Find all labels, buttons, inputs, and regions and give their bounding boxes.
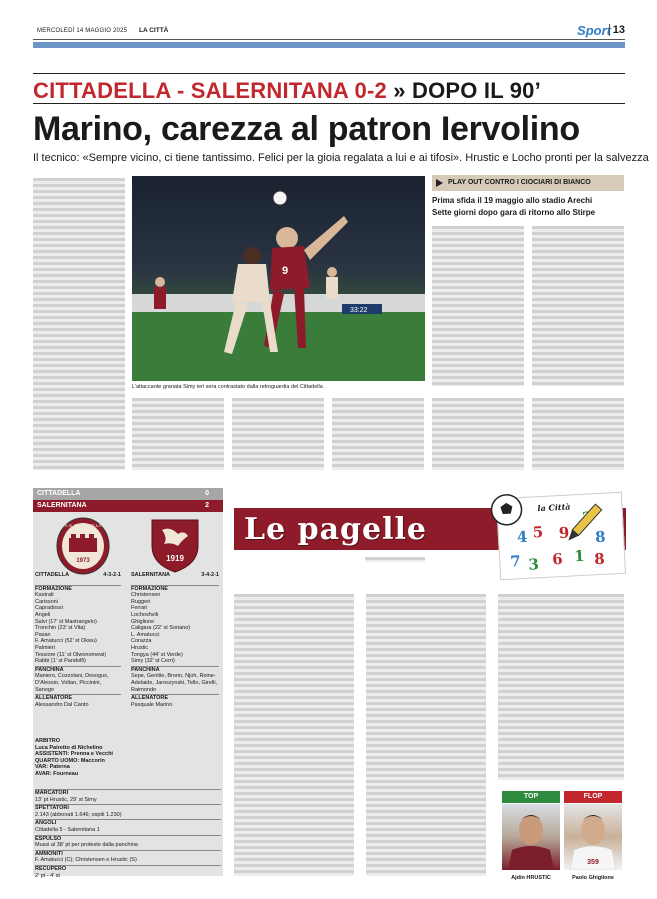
issue-date: MERCOLEDÌ 14 MAGGIO 2025 bbox=[37, 28, 128, 34]
cittadella-player: Carissoni bbox=[35, 598, 58, 605]
stat-label: AMMONITI bbox=[35, 850, 221, 858]
cittadella-player: Pasan bbox=[35, 631, 51, 638]
grades-column-1 bbox=[234, 594, 354, 876]
salernitana-player: Ghiglione bbox=[131, 618, 155, 625]
cittadella-crest-icon bbox=[55, 516, 111, 576]
salernitana-crest-icon bbox=[148, 516, 202, 574]
home-score: 0 bbox=[205, 490, 209, 497]
salernitana-player: Christensen bbox=[131, 592, 161, 599]
sidebox-headline bbox=[432, 195, 595, 219]
article-column-4 bbox=[332, 398, 424, 470]
grades-column-2 bbox=[366, 594, 486, 876]
grades-column-3 bbox=[498, 594, 624, 780]
article-column-2 bbox=[132, 398, 224, 470]
sidebox-label-text: PLAY OUT CONTRO I CIOCIARI DI BIANCO bbox=[448, 179, 591, 186]
match-kicker bbox=[33, 78, 541, 104]
salernitana-formation: 3-4-2-1 bbox=[201, 572, 219, 578]
top-player-avatar-icon bbox=[502, 804, 560, 870]
cittadella-allenatore: Alessandro Dal Canto bbox=[35, 701, 89, 708]
side-column-1 bbox=[432, 226, 524, 386]
side-column-4 bbox=[532, 398, 624, 470]
grade-number: 1 bbox=[573, 546, 585, 566]
stadium-clock: 33:22 bbox=[350, 307, 368, 314]
grade-number: 9 bbox=[558, 523, 570, 543]
top-label: TOP bbox=[502, 791, 560, 803]
grade-number: 6 bbox=[551, 549, 564, 569]
salernitana-player: Hrustic bbox=[131, 644, 149, 651]
top-player-name: Ajdin HRUSTIC bbox=[511, 875, 551, 881]
official-line: AVAR: Fourneau bbox=[35, 770, 79, 777]
masthead-band bbox=[33, 42, 625, 48]
stats-block bbox=[35, 788, 221, 879]
salernitana-player: Corazza bbox=[131, 638, 152, 645]
score-row-home bbox=[33, 488, 223, 500]
pagelle-byline bbox=[365, 557, 425, 562]
cittadella-player: Capradossi bbox=[35, 605, 63, 612]
salernitana-lineup bbox=[131, 572, 219, 708]
flop-player-avatar-icon bbox=[564, 804, 622, 870]
cittadella-player: Tronchin (23’ st Vita) bbox=[35, 625, 86, 632]
stat-label: RECUPERO bbox=[35, 865, 221, 873]
cittadella-formazione-label: FORMAZIONE bbox=[35, 585, 121, 593]
shirt-number: 9 bbox=[282, 265, 289, 277]
salernitana-player: Lochoshvili bbox=[131, 611, 159, 618]
salernitana-allenatore-label: ALLENATORE bbox=[131, 694, 219, 702]
cittadella-player: Rabbi (1’ st Pandolfi) bbox=[35, 658, 86, 665]
stat-value: Cittadella 5 - Salernitana 1 bbox=[35, 826, 100, 833]
cittadella-lineup bbox=[35, 572, 121, 708]
cittadella-crest-year: 1973 bbox=[76, 558, 90, 564]
flop-player-name: Paolo Ghiglione bbox=[572, 875, 614, 881]
page-masthead bbox=[33, 22, 625, 40]
page-number: 13 bbox=[609, 24, 625, 36]
stat-label: ESPULSO bbox=[35, 835, 221, 843]
grade-number: 4 bbox=[516, 527, 528, 547]
cittadella-player: Palmieri bbox=[35, 644, 55, 651]
official-line: Luca Pairetto di Nichelino bbox=[35, 744, 103, 751]
official-line: QUARTO UOMO: Maccorin bbox=[35, 757, 105, 764]
cittadella-player: Tessiore (11’ st Olwonomewi) bbox=[35, 651, 107, 658]
kicker-tag: » DOPO IL 90’ bbox=[386, 78, 541, 103]
flop-shirt-number: 359 bbox=[587, 859, 599, 866]
football-icon bbox=[489, 492, 525, 528]
cittadella-name: CITTADELLA bbox=[35, 572, 70, 578]
sidebox-label bbox=[432, 175, 624, 191]
paper-name: LA CITTÀ bbox=[139, 27, 169, 34]
section-name: Sport bbox=[577, 23, 611, 38]
grade-number: 7 bbox=[509, 552, 522, 571]
cittadella-player: Angeli bbox=[35, 611, 51, 618]
grade-number: 8 bbox=[593, 549, 606, 569]
flop-player-photo bbox=[564, 804, 622, 870]
main-headline: Marino, carezza al patron Iervolino bbox=[33, 110, 580, 148]
kicker-rule-top bbox=[33, 73, 625, 74]
match-photo bbox=[132, 176, 425, 381]
salernitana-formazione-label: FORMAZIONE bbox=[131, 585, 219, 593]
salernitana-player: L. Amatucci bbox=[131, 631, 160, 638]
away-team: SALERNITANA bbox=[37, 502, 87, 509]
grades-board-icon bbox=[496, 492, 626, 580]
sidebox-line-2: Sette giorni dopo gara di ritorno allo Stirpe bbox=[432, 208, 596, 217]
stat-value: Mussi al 38’ pt per proteste dalla panchina bbox=[35, 842, 138, 849]
stat-label: SPETTATORI bbox=[35, 804, 221, 812]
stat-value: F. Amatucci (C); Christensen e Hrustic (S) bbox=[35, 857, 137, 864]
officials-block bbox=[35, 738, 221, 778]
salernitana-player: Simy (32’ st Cerri) bbox=[131, 658, 175, 665]
salernitana-player: Ruggeri bbox=[131, 598, 151, 605]
kicker-rule-bottom bbox=[33, 103, 625, 104]
official-line: VAR: Paterna bbox=[35, 764, 70, 771]
official-line: ARBITRO bbox=[35, 738, 61, 744]
article-column-3 bbox=[232, 398, 324, 470]
top-player-photo bbox=[502, 804, 560, 870]
cittadella-allenatore-label: ALLENATORE bbox=[35, 694, 121, 702]
pencil-icon bbox=[563, 502, 605, 544]
stat-value: 2.143 (abbonati 1.646; ospiti 1.230) bbox=[35, 811, 122, 818]
flop-label: FLOP bbox=[564, 791, 622, 803]
match-report-box bbox=[33, 512, 223, 879]
article-column-1 bbox=[33, 178, 125, 470]
cittadella-panchina-label: PANCHINA bbox=[35, 666, 121, 674]
photo-caption: L’attaccante granata Simy ieri sera contrastato dalla retroguardia del Cittadella bbox=[132, 384, 323, 390]
cittadella-crest-name: A.S. CITTADELLA bbox=[64, 523, 102, 528]
score-row-away bbox=[33, 500, 223, 512]
board-brand: la Città bbox=[537, 501, 571, 514]
cittadella-player: Kastrati bbox=[35, 592, 54, 599]
salernitana-crest-year: 1919 bbox=[166, 554, 184, 563]
salernitana-player: Tongya (44’ st Verde) bbox=[131, 651, 183, 658]
subheadline: Il tecnico: «Sempre vicino, ci tiene tantissimo. Felici per la gioia regalata a lui e ai tifosi». Hrustic e Locho pronti per la salvezza bbox=[33, 152, 649, 164]
salernitana-player: Ferrari bbox=[131, 605, 148, 612]
grade-number: 5 bbox=[532, 522, 544, 542]
stat-value: 2’ pt - 4’ st bbox=[35, 872, 60, 879]
grade-number: 8 bbox=[594, 527, 607, 547]
stat-label: ANGOLI bbox=[35, 819, 221, 827]
salernitana-allenatore: Pasquale Marino bbox=[131, 701, 173, 708]
side-column-2 bbox=[532, 226, 624, 386]
grade-number: 3 bbox=[527, 555, 540, 574]
salernitana-panchina-label: PANCHINA bbox=[131, 666, 219, 674]
home-team: CITTADELLA bbox=[37, 490, 81, 497]
pagelle-title: Le pagelle bbox=[244, 512, 427, 547]
salernitana-player: Caligara (22’ st Soriano) bbox=[131, 625, 191, 632]
cittadella-player: F. Amatucci (52’ st Okwu) bbox=[35, 638, 97, 645]
match-score: CITTADELLA - SALERNITANA 0-2 bbox=[33, 78, 387, 103]
stat-value: 13’ pt Hrustic, 29’ st Simy bbox=[35, 796, 97, 803]
official-line: ASSISTENTI: Prenna e Vecchi bbox=[35, 751, 113, 758]
match-photo-drawing bbox=[132, 176, 425, 381]
salernitana-name: SALERNITANA bbox=[131, 572, 171, 578]
cittadella-player: Salvi (17’ st Mastrangelo) bbox=[35, 618, 97, 625]
side-column-3 bbox=[432, 398, 524, 470]
stat-label: MARCATORI bbox=[35, 789, 221, 797]
away-score: 2 bbox=[205, 502, 209, 509]
salernitana-panchina: Sepe, Gentile, Bronn, Njoh, Reine-Adelaide, Jaroszynski, Tello, Girelli, Raimondo bbox=[131, 673, 218, 693]
sidebox-line-1: Prima sfida il 19 maggio allo stadio Arechi bbox=[432, 196, 593, 205]
cittadella-panchina: Maniero, Cozzolani, Desogus, D’Alessio, Voltan, Piccinini, Sanogo bbox=[35, 673, 109, 693]
cittadella-formation: 4-3-2-1 bbox=[103, 572, 121, 578]
